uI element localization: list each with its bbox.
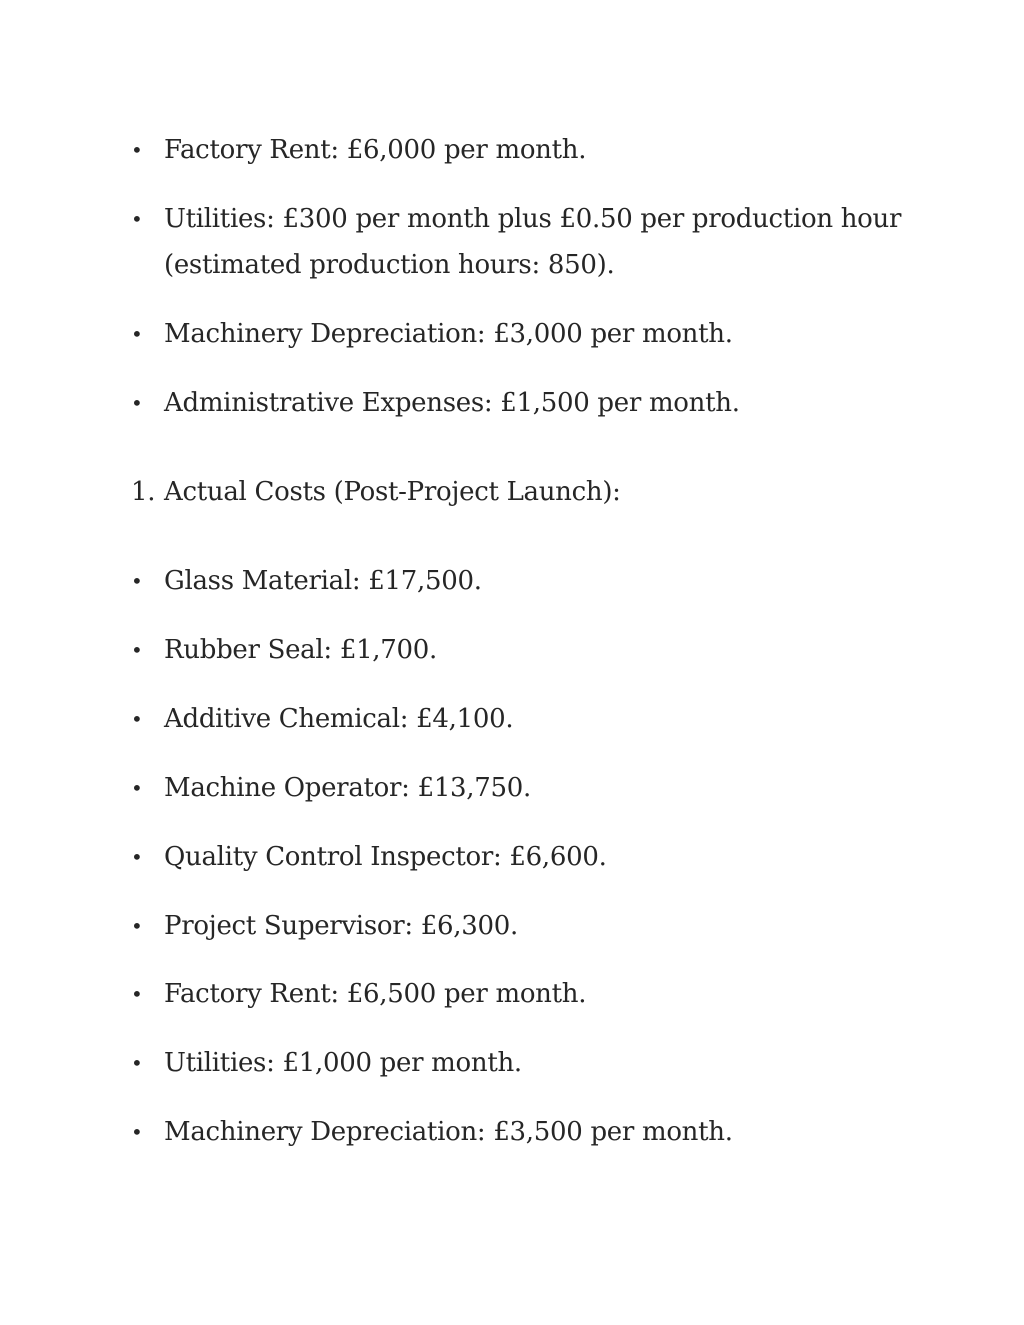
- bullet-marker: •: [131, 1120, 143, 1144]
- bullet-marker: •: [131, 391, 143, 415]
- list-item-text: Glass Material: £17,500.: [164, 566, 482, 596]
- bullet-marker: •: [131, 707, 143, 731]
- list-item: [131, 903, 904, 949]
- list-item-text: Factory Rent: £6,500 per month.: [164, 979, 587, 1009]
- list-item: [131, 971, 904, 1017]
- list-item: [131, 627, 904, 673]
- list-item-text: Quality Control Inspector: £6,600.: [164, 842, 607, 872]
- list-item: [131, 1040, 904, 1086]
- section-heading: [131, 469, 904, 515]
- list-item-text: Additive Chemical: £4,100.: [164, 704, 514, 734]
- list-item-text: Machinery Depreciation: £3,500 per month.: [164, 1117, 733, 1147]
- list-item-text: Utilities: £300 per month plus £0.50 per production hour (estimated production hours: 850).: [164, 204, 902, 280]
- bullet-marker: •: [131, 638, 143, 662]
- bullet-marker: •: [131, 776, 143, 800]
- bullet-marker: •: [131, 322, 143, 346]
- list-item: [131, 380, 904, 426]
- list-item: [131, 765, 904, 811]
- list-item-text: Project Supervisor: £6,300.: [164, 911, 518, 941]
- list-item-text: Utilities: £1,000 per month.: [164, 1048, 522, 1078]
- list-item-text: Administrative Expenses: £1,500 per month.: [164, 388, 740, 418]
- list-item: [131, 834, 904, 880]
- bullet-marker: •: [131, 207, 143, 231]
- bullet-marker: •: [131, 914, 143, 938]
- section-heading-text: Actual Costs (Post-Project Launch):: [164, 477, 621, 507]
- bullet-marker: •: [131, 1051, 143, 1075]
- list-item: [131, 196, 904, 288]
- bullet-marker: •: [131, 569, 143, 593]
- bullet-marker: •: [131, 138, 143, 162]
- list-item-text: Machinery Depreciation: £3,000 per month.: [164, 319, 733, 349]
- list-item: [131, 311, 904, 357]
- list-item: [131, 696, 904, 742]
- list-item-text: Factory Rent: £6,000 per month.: [164, 135, 587, 165]
- list-item: [131, 558, 904, 604]
- section-number: 1.: [131, 477, 156, 507]
- bullet-marker: •: [131, 845, 143, 869]
- list-item-text: Rubber Seal: £1,700.: [164, 635, 437, 665]
- list-item-text: Machine Operator: £13,750.: [164, 773, 531, 803]
- list-item: [131, 1109, 904, 1155]
- list-item: [131, 127, 904, 173]
- bullet-marker: •: [131, 982, 143, 1006]
